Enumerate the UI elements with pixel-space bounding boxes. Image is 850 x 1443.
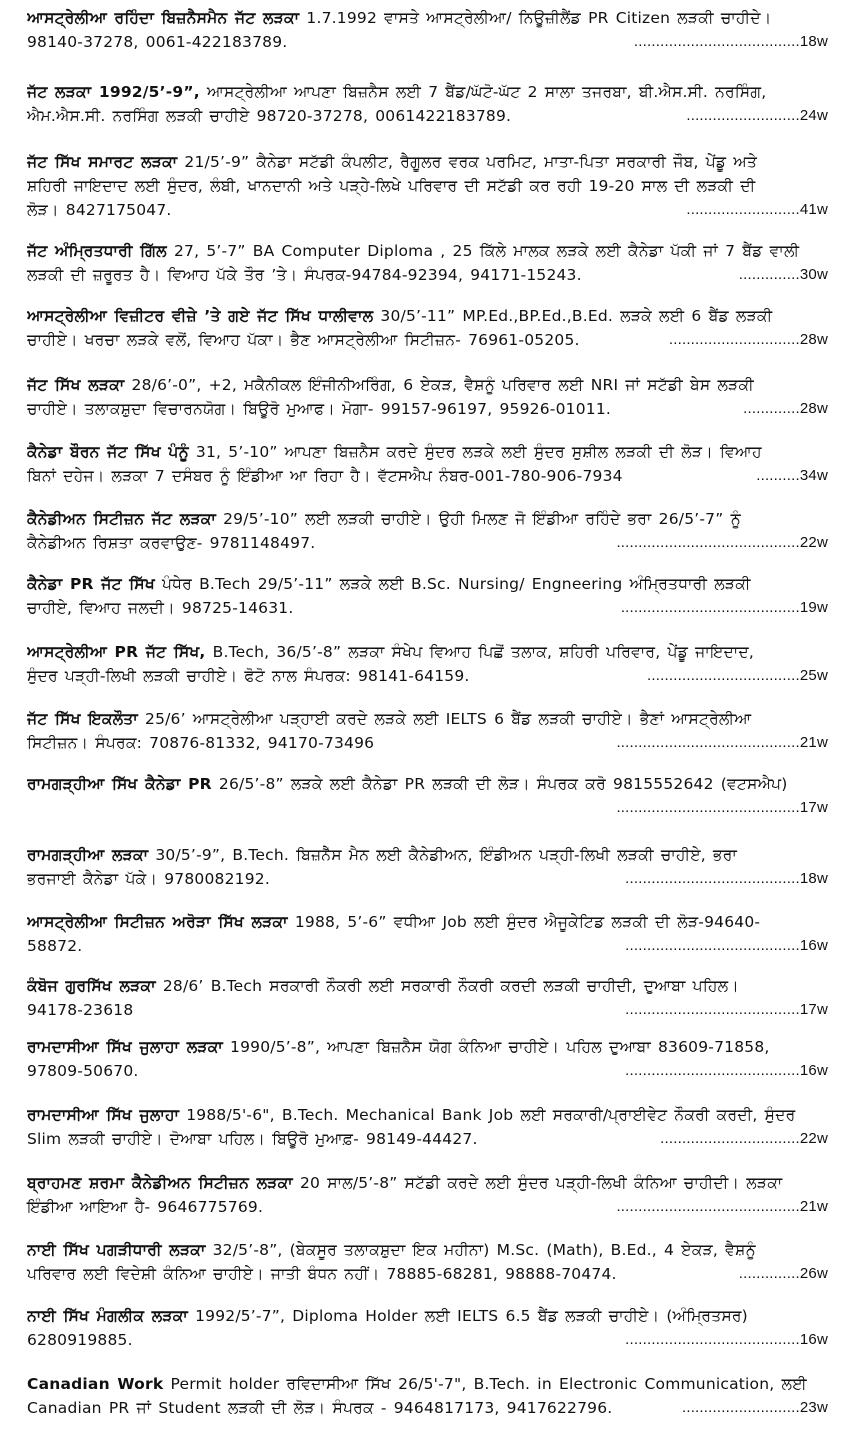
ad-code: ..........................................21w [616, 1198, 828, 1215]
ad-code: ..........................24w [686, 107, 828, 124]
ad-code: ................................22w [660, 1130, 828, 1147]
ad-2 [27, 80, 828, 128]
ad-code: .........................................19w [620, 599, 828, 616]
ad-text: 1988/5'-6", B.Tech. Mechanical Bank Job ਲਈ ਸਰਕਾਰੀ/ਪ੍ਰਾਈਵੇਟ ਨੌਕਰੀ ਕਰਦੀ, ਸੁੰਦਰ [179, 1106, 796, 1124]
ad-code: ..............30w [738, 266, 828, 283]
ad-text: 6280919885. [27, 1331, 133, 1349]
ad-7 [27, 440, 828, 488]
ad-code: ..........................................21w [616, 734, 828, 751]
ad-text: 58872. [27, 937, 83, 955]
ad-heading: ਰਾਮਗੜ੍ਹੀਆ ਸਿੱਖ ਕੈਨੇਡਾ PR [27, 775, 212, 793]
ad-text: 98140-37278, 0061-422183789. [27, 33, 288, 51]
ad-text: ਐਮ.ਐਸ.ਸੀ. ਨਰਸਿੰਗ ਲੜਕੀ ਚਾਹੀਏ 98720-37278, 0061422183789. [27, 107, 512, 125]
ad-heading: ਕੰਬੋਜ ਗੁਰਸਿੱਖ ਲੜਕਾ [27, 977, 156, 995]
ad-text: ਲੋੜ। 8427175047. [27, 201, 172, 219]
ad-18 [27, 1171, 828, 1219]
ad-heading: ਆਸਟ੍ਰੇਲੀਆ ਵਿਜ਼ੀਟਰ ਵੀਜ਼ੇ ’ਤੇ ਗਏ ਜੱਟ ਸਿੱਖ ਧਾਲੀਵਾਲ [27, 307, 374, 325]
ad-text: 26/5’-8” ਲੜਕੇ ਲਈ ਕੈਨੇਡਾ PR ਲੜਕੀ ਦੀ ਲੋੜ। ਸੰਪਰਕ ਕਰੋ 9815552642 (ਵਟਸਐਪ) [211, 775, 788, 793]
ad-6 [27, 373, 828, 421]
ad-text: ਕੈਨੇਡੀਅਨ ਰਿਸ਼ਤਾ ਕਰਵਾਉਣ- 9781148497. [27, 534, 316, 552]
ad-heading: ਜੱਟ ਅੰਮ੍ਰਿਤਧਾਰੀ ਗਿੱਲ [27, 242, 167, 260]
ad-heading: ਬ੍ਰਾਹਮਣ ਸ਼ਰਮਾ ਕੈਨੇਡੀਅਨ ਸਿਟੀਜ਼ਨ ਲੜਕਾ [27, 1174, 293, 1192]
ad-text: 28/6’ B.Tech ਸਰਕਾਰੀ ਨੌਕਰੀ ਲਈ ਸਰਕਾਰੀ ਨੌਕਰੀ ਕਰਦੀ ਲੜਕੀ ਚਾਹੀਦੀ, ਦੁਆਬਾ ਪਹਿਲ। [155, 977, 739, 995]
ad-1 [27, 6, 828, 54]
ad-text: 30/5’-9”, B.Tech. ਬਿਜ਼ਨੈੱਸ ਮੈਨ ਲਈ ਕੈਨੇਡੀਅਨ, ਇੰਡੀਅਨ ਪੜ੍ਹੀ-ਲਿਖੀ ਲੜਕੀ ਚਾਹੀਏ, ਭਰਾ [148, 846, 737, 864]
ad-4 [27, 239, 828, 287]
ad-heading: ਆਸਟ੍ਰੇਲੀਆ ਸਿਟੀਜ਼ਨ ਅਰੋੜਾ ਸਿੱਖ ਲੜਕਾ [27, 913, 288, 931]
ad-code: ..............................28w [668, 331, 828, 348]
ad-text: ਲੜਕੀ ਦੀ ਜ਼ਰੂਰਤ ਹੈ। ਵਿਆਹ ਪੱਕੇ ਤੌਰ ’ਤੇ। ਸੰਪਰਕ-94784-92394, 94171-15243. [27, 266, 582, 284]
ad-code: ........................................18w [625, 870, 828, 887]
ad-17 [27, 1103, 828, 1151]
ad-text: 25/6’ ਆਸਟ੍ਰੇਲੀਆ ਪੜ੍ਹਾਈ ਕਰਦੇ ਲੜਕੇ ਲਈ IELTS 6 ਬੈਂਡ ਲੜਕੀ ਚਾਹੀਏ। ਭੈਣਾਂ ਆਸਟ੍ਰੇਲੀਆ [137, 710, 752, 728]
ad-8 [27, 507, 828, 555]
ad-text: 1.7.1992 ਵਾਸਤੇ ਆਸਟ੍ਰੇਲੀਆ/ ਨਿਊਜ਼ੀਲੈਂਡ PR Citizen ਲੜਕੀ ਚਾਹੀਦੇ। [299, 9, 772, 27]
ad-code: ........................................16w [625, 1331, 828, 1348]
ad-code: ...........................23w [681, 1399, 828, 1416]
ad-text: Permit holder ਰਵਿਦਾਸੀਆ ਸਿੱਖ 26/5'-7", B.Tech. in Electronic Communication, ਲਈ [163, 1375, 807, 1393]
ad-heading: ਰਾਮਦਾਸੀਆ ਸਿੱਖ ਜੁਲਾਹਾ [27, 1106, 180, 1124]
ad-heading: ਜੱਟ ਸਿੱਖ ਲੜਕਾ [27, 376, 125, 394]
ad-text: ਪੰਧੇਰ B.Tech 29/5’-11” ਲੜਕੇ ਲਈ B.Sc. Nursing/ Engneering ਅੰਮ੍ਰਿਤਧਾਰੀ ਲੜਕੀ [154, 575, 751, 593]
ad-text: 1988, 5’-6” ਵਧੀਆ Job ਲਈ ਸੁੰਦਰ ਐਜੂਕੇਟਿਡ ਲੜਕੀ ਦੀ ਲੋੜ-94640- [287, 913, 761, 931]
ad-code: ......................................18w [633, 33, 828, 50]
ad-text: Slim ਲੜਕੀ ਚਾਹੀਏ। ਦੋਆਬਾ ਪਹਿਲ। ਬਿਊਰੋ ਮੁਆਫ਼- 98149-44427. [27, 1130, 478, 1148]
ad-text: ਬਿਨਾਂ ਦਹੇਜ। ਲੜਕਾ 7 ਦਸੰਬਰ ਨੂੰ ਇੰਡੀਆ ਆ ਰਿਹਾ ਹੈ। ਵੱਟਸਐਪ ਨੰਬਰ-001-780-906-7934 [27, 467, 623, 485]
ad-11 [27, 707, 828, 755]
ad-text: B.Tech, 36/5’-8” ਲੜਕਾ ਸੰਖੇਪ ਵਿਆਹ ਪਿਛੋਂ ਤਲਾਕ, ਸ਼ਹਿਰੀ ਪਰਿਵਾਰ, ਪੇਂਡੂ ਜਾਇਦਾਦ, [205, 643, 755, 661]
ad-text: 1990/5’-8”, ਆਪਣਾ ਬਿਜ਼ਨੈਸ ਯੋਗ ਕੰਨਿਆ ਚਾਹੀਏ। ਪਹਿਲ ਦੁਆਬਾ 83609-71858, [222, 1038, 770, 1056]
ad-20 [27, 1304, 828, 1352]
ad-heading: ਆਸਟ੍ਰੇਲੀਆ ਰਹਿੰਦਾ ਬਿਜ਼ਨੈਸਮੈਨ ਜੱਟ ਲੜਕਾ [27, 9, 300, 27]
ad-16 [27, 1035, 828, 1083]
ad-code: ..........................................17w [616, 799, 828, 816]
ad-heading: ਰਾਮਦਾਸੀਆ ਸਿੱਖ ਜੁਲਾਹਾ ਲੜਕਾ [27, 1038, 223, 1056]
ad-text: ਪਰਿਵਾਰ ਲਈ ਵਿਦੇਸ਼ੀ ਕੰਨਿਆ ਚਾਹੀਏ। ਜਾਤੀ ਬੰਧਨ ਨਹੀਂ। 78885-68281, 98888-70474. [27, 1265, 617, 1283]
ad-text: 31, 5’-10” ਆਪਣਾ ਬਿਜ਼ਨੈਸ ਕਰਦੇ ਸੁੰਦਰ ਲੜਕੇ ਲਈ ਸੁੰਦਰ ਸੁਸ਼ੀਲ ਲੜਕੀ ਦੀ ਲੋੜ। ਵਿਆਹ [188, 443, 762, 461]
ad-heading: ਰਾਮਗੜ੍ਹੀਆ ਲੜਕਾ [27, 846, 149, 864]
ad-text: ਸੁੰਦਰ ਪੜ੍ਹੀ-ਲਿਖੀ ਲੜਕੀ ਚਾਹੀਏ। ਫੋਟੋ ਨਾਲ ਸੰਪਰਕ: 98141-64159. [27, 667, 470, 685]
ad-12 [27, 772, 828, 820]
ad-21 [27, 1372, 828, 1420]
ad-text: ਆਸਟ੍ਰੇਲੀਆ ਆਪਣਾ ਬਿਜ਼ਨੈਸ ਲਈ 7 ਬੈਂਡ/ਘੱਟੋ-ਘੱਟ 2 ਸਾਲਾ ਤਜਰਬਾ, ਬੀ.ਐਸ.ਸੀ. ਨਰਸਿੰਗ, [199, 83, 767, 101]
ad-13 [27, 843, 828, 891]
ad-heading: ਕੈਨੇਡੀਅਨ ਸਿਟੀਜ਼ਨ ਜੱਟ ਲੜਕਾ [27, 510, 216, 528]
ad-14 [27, 910, 828, 958]
ad-10 [27, 640, 828, 688]
ad-code: ..........................................22w [616, 534, 828, 551]
ad-text: ਇੰਡੀਆ ਆਇਆ ਹੈ- 9646775769. [27, 1198, 264, 1216]
ad-19 [27, 1238, 828, 1286]
ad-text: 20 ਸਾਲ/5’-8” ਸਟੱਡੀ ਕਰਦੇ ਲਈ ਸੁੰਦਰ ਪੜ੍ਹੀ-ਲਿਖੀ ਕੰਨਿਆ ਚਾਹੀਦੀ। ਲੜਕਾ [292, 1174, 783, 1192]
ad-heading: ਕੈਨੇਡਾ ਬੌਰਨ ਜੱਟ ਸਿੱਖ ਪੰਨੂੰ [27, 443, 189, 461]
ad-code: ..............26w [738, 1265, 828, 1282]
ad-text: 27, 5’-7” BA Computer Diploma , 25 ਕਿੱਲੇ ਮਾਲਕ ਲੜਕੇ ਲਈ ਕੈਨੇਡਾ ਪੱਕੀ ਜਾਂ 7 ਬੈਂਡ ਵਾਲੀ [166, 242, 800, 260]
ad-heading: ਕੈਨੇਡਾ PR ਜੱਟ ਸਿੱਖ [27, 575, 155, 593]
ad-text: ਚਾਹੀਏ। ਤਲਾਕਸ਼ੁਦਾ ਵਿਚਾਰਨਯੋਗ। ਬਿਊਰੋ ਮੁਆਫ। ਮੋਗਾ- 99157-96197, 95926-01011. [27, 400, 612, 418]
ad-heading: ਜੱਟ ਲੜਕਾ 1992/5’-9”, [27, 83, 200, 101]
ad-code: ........................................16w [625, 937, 828, 954]
ad-heading: ਜੱਟ ਸਿੱਖ ਇਕਲੌਤਾ [27, 710, 138, 728]
ad-3 [27, 150, 828, 222]
ad-code: ........................................17w [625, 1001, 828, 1018]
ad-heading: ਨਾਈ ਸਿੱਖ ਮੰਗਲੀਕ ਲੜਕਾ [27, 1307, 188, 1325]
ad-code: ..........34w [756, 467, 828, 484]
ad-heading: ਜੱਟ ਸਿੱਖ ਸਮਾਰਟ ਲੜਕਾ [27, 153, 178, 171]
ad-heading: ਆਸਟ੍ਰੇਲੀਆ PR ਜੱਟ ਸਿੱਖ, [27, 643, 206, 661]
ad-text: ਚਾਹੀਏ, ਵਿਆਹ ਜਲਦੀ। 98725-14631. [27, 599, 294, 617]
ad-heading: ਨਾਈ ਸਿੱਖ ਪਗੜੀਧਾਰੀ ਲੜਕਾ [27, 1241, 206, 1259]
ad-text: 32/5’-8”, (ਬੇਕਸੂਰ ਤਲਾਕਸ਼ੁਦਾ ਇਕ ਮਹੀਨਾ) M.Sc. (Math), B.Ed., 4 ਏਕੜ, ਵੈਸ਼ਨੂੰ [205, 1241, 756, 1259]
ad-text: 29/5’-10” ਲਈ ਲੜਕੀ ਚਾਹੀਏ। ਉਹੀ ਮਿਲਣ ਜੋ ਇੰਡੀਆ ਰਹਿੰਦੇ ਭਰਾ 26/5’-7” ਨੂੰ [215, 510, 741, 528]
ad-code: ...................................25w [647, 667, 828, 684]
ad-code: ..........................41w [686, 201, 828, 218]
ad-text: ਸਿਟੀਜ਼ਨ। ਸੰਪਰਕ: 70876-81332, 94170-73496 [27, 734, 375, 752]
ad-code: ........................................16w [625, 1062, 828, 1079]
ad-code: .............28w [743, 400, 828, 417]
ad-heading: Canadian Work [27, 1375, 164, 1393]
ad-text: 21/5’-9” ਕੈਨੇਡਾ ਸਟੱਡੀ ਕੰਪਲੀਟ, ਰੈਗੂਲਰ ਵਰਕ ਪਰਮਿਟ, ਮਾਤਾ-ਪਿਤਾ ਸਰਕਾਰੀ ਜੌਬ, ਪੇਂਡੂ ਅਤੇ [177, 153, 757, 171]
ad-text: 94178-23618 [27, 1001, 134, 1019]
ad-5 [27, 304, 828, 352]
ad-text: 1992/5’-7”, Diploma Holder ਲਈ IELTS 6.5 ਬੈਂਡ ਲੜਕੀ ਚਾਹੀਏ। (ਅੰਮ੍ਰਿਤਸਰ) [187, 1307, 748, 1325]
ad-15 [27, 974, 828, 1022]
ad-text: ਚਾਹੀਏ। ਖਰਚਾ ਲੜਕੇ ਵਲੋਂ, ਵਿਆਹ ਪੱਕਾ। ਭੈਣ ਆਸਟ੍ਰੇਲੀਆ ਸਿਟੀਜ਼ਨ- 76961-05205. [27, 331, 580, 349]
ad-text: 97809-50670. [27, 1062, 139, 1080]
ad-text: ਭਰਜਾਈ ਕੈਨੇਡਾ ਪੱਕੇ। 9780082192. [27, 870, 270, 888]
ad-text: 28/6’-0”, +2, ਮਕੈਨੀਕਲ ਇੰਜੀਨੀਅਰਿੰਗ, 6 ਏਕੜ, ਵੈਸ਼ਨੂੰ ਪਰਿਵਾਰ ਲਈ NRI ਜਾਂ ਸਟੱਡੀ ਬੇਸ ਲੜਕੀ [124, 376, 754, 394]
ad-text: Canadian PR ਜਾਂ Student ਲੜਕੀ ਦੀ ਲੋੜ। ਸੰਪਰਕ - 9464817173, 9417622796. [27, 1399, 613, 1417]
ad-text: 30/5’-11” MP.Ed.,BP.Ed.,B.Ed. ਲੜਕੇ ਲਈ 6 ਬੈਂਡ ਲੜਕੀ [373, 307, 773, 325]
ad-text: ਸ਼ਹਿਰੀ ਜਾਇਦਾਦ ਲਈ ਸੁੰਦਰ, ਲੰਬੀ, ਖਾਨਦਾਨੀ ਅਤੇ ਪੜ੍ਹੇ-ਲਿਖੇ ਪਰਿਵਾਰ ਦੀ ਸਟੱਡੀ ਕਰ ਰਹੀ 19-20 ਸਾਲ ਦੀ ਲੜਕੀ ਦੀ [27, 177, 756, 195]
ad-9 [27, 572, 828, 620]
